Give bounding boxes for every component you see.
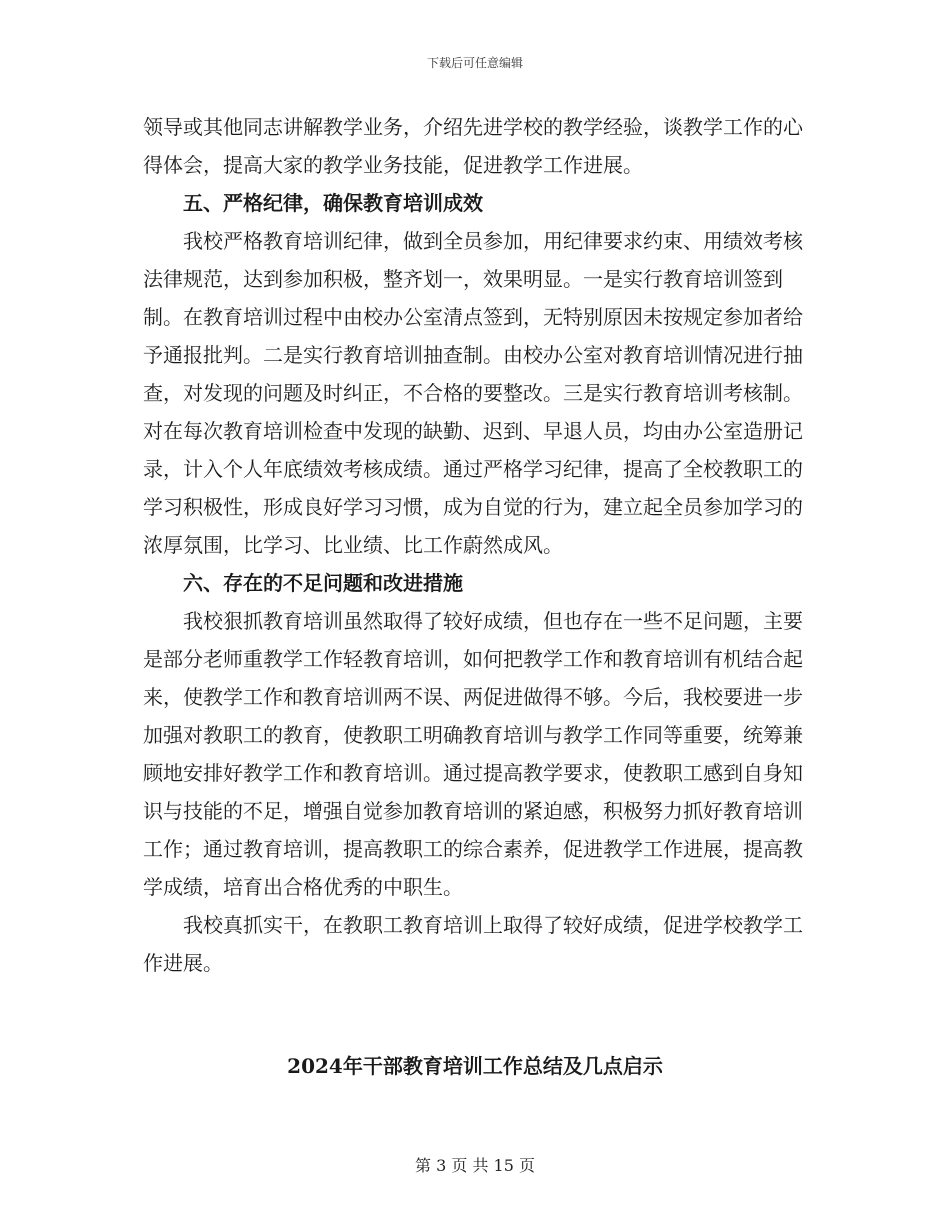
paragraph-shortcomings: 我校狠抓教育培训虽然取得了较好成绩，但也存在一些不足问题，主要是部分老师重教学工作轻教育培训，如何把教学工作和教育培训有机结合起来，使教学工作和教育培训两不误、两促进做得不够。今后，我校要进一步加强对教职工的教育，使教职工明确教育培训与教学工作同等重要，统筹兼顾地安排好教学工作和教育培训。通过提高教学要求，使教职工感到自身知识与技能的不足，增强自觉参加教育培训的紧迫感，积极努力抓好教育培训工作；通过教育培训，提高教职工的综合素养，促进教学工作进展，提高教学成绩，培育出合格优秀的中职生。 <box>143 609 803 899</box>
section-heading-6: 六、存在的不足问题和改进措施 <box>183 571 463 595</box>
next-document-title: 2024年干部教育培训工作总结及几点启示 <box>287 1054 663 1078</box>
page-number: 第 3 页 共 15 页 <box>415 1156 535 1175</box>
paragraph-discipline: 我校严格教育培训纪律，做到全员参加，用纪律要求约束、用绩效考核法律规范，达到参加积极，整齐划一，效果明显。一是实行教育培训签到制。在教育培训过程中由校办公室清点签到，无特别原因未按规定参加者给予通报批判。二是实行教育培训抽查制。由校办公室对教育培训情况进行抽查，对发现的问题及时纠正，不合格的要整改。三是实行教育培训考核制。对在每次教育培训检查中发现的缺勤、迟到、早退人员，均由办公室造册记录，计入个人年底绩效考核成绩。通过严格学习纪律，提高了全校教职工的学习积极性，形成良好学习习惯，成为自觉的行为，建立起全员参加学习的浓厚氛围，比学习、比业绩、比工作蔚然成风。 <box>143 229 803 557</box>
paragraph-conclusion: 我校真抓实干，在教职工教育培训上取得了较好成绩，促进学校教学工作进展。 <box>143 913 803 975</box>
paragraph-continued: 领导或其他同志讲解教学业务，介绍先进学校的教学经验，谈教学工作的心得体会，提高大家的教学业务技能，促进教学工作进展。 <box>143 115 803 177</box>
document-body <box>143 108 811 982</box>
section-heading-5: 五、严格纪律，确保教育培训成效 <box>183 191 483 215</box>
page-header: 下载后可任意编辑 <box>426 56 523 70</box>
